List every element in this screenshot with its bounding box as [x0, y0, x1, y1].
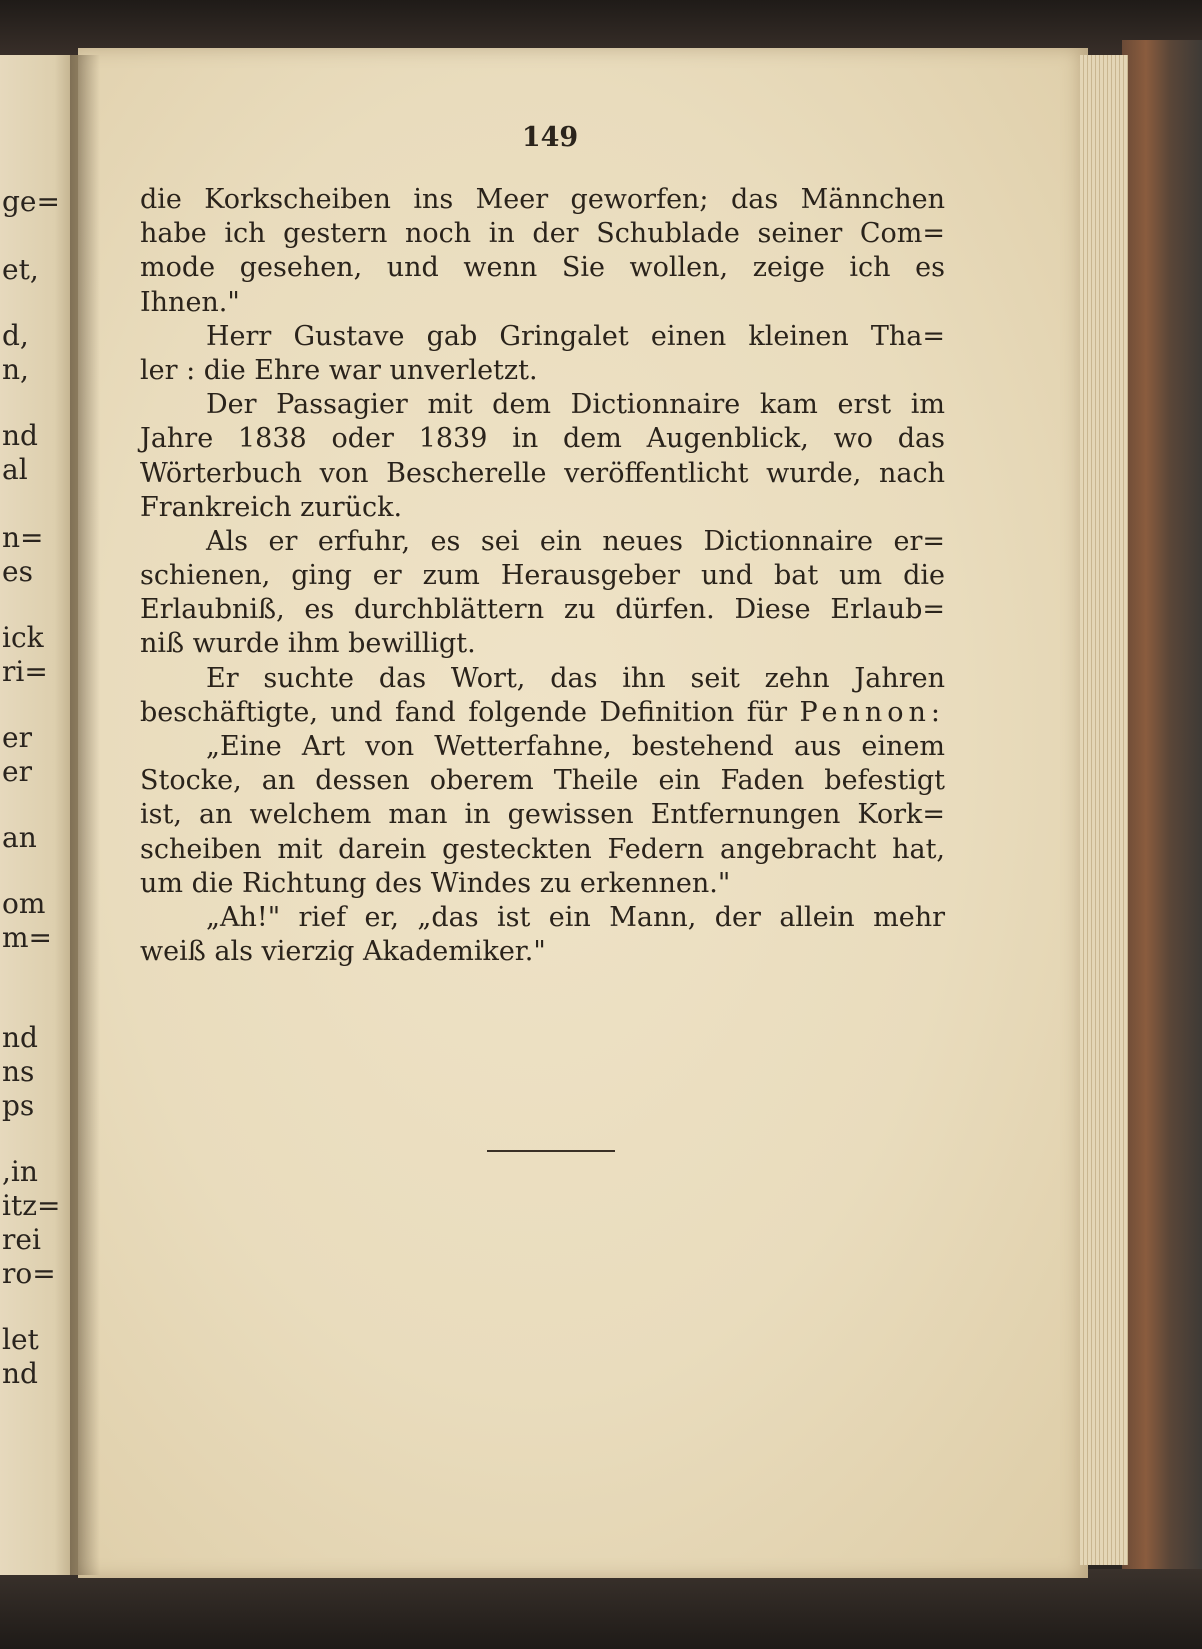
left-page-fragment: an — [2, 821, 37, 854]
left-page-fragment: itz= — [2, 1189, 61, 1222]
left-page-fragment: n, — [2, 353, 29, 386]
left-page-fragment: nd — [2, 1357, 38, 1390]
left-page-fragment: er — [2, 721, 32, 754]
text-line: ler : die Ehre war unverletzt. — [140, 354, 538, 386]
text-line: Erlaubniß, es durchblättern zu dürfen. Diese Erlaub= — [140, 594, 945, 626]
text-line: ist, an welchem man in gewissen Entfernungen Kork= — [140, 799, 945, 831]
left-page-fragment: nd — [2, 1021, 38, 1054]
text-line: mode gesehen, und wenn Sie wollen, zeige ich es — [140, 252, 945, 284]
left-page-fragment: let — [2, 1323, 39, 1356]
text-line: Stocke, an dessen oberem Theile ein Faden befestigt — [140, 765, 945, 797]
text-line: Ihnen." — [140, 286, 240, 318]
emphasized-word: Pennon: — [799, 696, 945, 728]
text-line: Als er erfuhr, es sei ein neues Dictionnaire er= — [206, 525, 945, 557]
text-line: um die Richtung des Windes zu erkennen." — [140, 867, 731, 899]
text-line — [140, 696, 945, 730]
page-number: 149 — [521, 122, 579, 153]
text-line: Jahre 1838 oder 1839 in dem Augenblick, wo das — [140, 423, 945, 455]
text-line: habe ich gestern noch in der Schublade seiner Com= — [140, 218, 945, 250]
left-page-fragment: ns — [2, 1055, 35, 1088]
left-page-fragment: nd — [2, 419, 38, 452]
text-line: Herr Gustave gab Gringalet einen kleinen Tha= — [206, 320, 945, 352]
left-page-fragment: ri= — [2, 655, 48, 688]
text-segment: beschäftigte, und fand folgende Definition für — [140, 696, 788, 728]
previous-page-edge — [0, 55, 78, 1575]
left-page-fragment: ge= — [2, 185, 60, 218]
text-line: „Ah!" rief er, „das ist ein Mann, der allein mehr — [206, 901, 945, 933]
left-page-fragment: er — [2, 755, 32, 788]
left-page-fragment: ps — [2, 1089, 35, 1122]
left-page-fragment: rei — [2, 1223, 41, 1256]
text-line: Frankreich zurück. — [140, 491, 403, 523]
text-line: weiß als vierzig Akademiker." — [140, 936, 546, 968]
gutter-shadow — [70, 55, 100, 1575]
book-cover-right — [1122, 40, 1202, 1620]
left-page-fragment: d, — [2, 319, 29, 352]
left-page-fragment: ,in — [2, 1155, 38, 1188]
left-page-fragment: et, — [2, 253, 39, 286]
text-line: niß wurde ihm bewilligt. — [140, 628, 476, 660]
text-line: „Eine Art von Wetterfahne, bestehend aus einem — [206, 731, 945, 762]
left-page-fragment: n= — [2, 521, 44, 554]
text-line: scheiben mit darein gesteckten Federn angebracht hat, — [140, 833, 945, 865]
text-line: schienen, ging er zum Herausgeber und bat um die — [140, 560, 945, 592]
left-page-fragment: al — [2, 453, 28, 486]
text-line: Wörterbuch von Bescherelle veröffentlicht wurde, nach — [140, 457, 945, 489]
section-divider — [487, 1150, 615, 1152]
left-page-fragment: om — [2, 887, 46, 920]
left-page-fragment: ick — [2, 621, 44, 654]
left-page-fragment: ro= — [2, 1257, 56, 1290]
text-line: Der Passagier mit dem Dictionnaire kam erst im — [206, 389, 945, 421]
book-cover-bottom — [0, 1569, 1202, 1649]
left-page-fragment: m= — [2, 921, 53, 954]
body-text — [140, 183, 945, 969]
text-line: Er suchte das Wort, das ihn seit zehn Jahren — [206, 662, 945, 694]
page-edge-stack — [1080, 55, 1128, 1565]
left-page-fragment: es — [2, 555, 33, 588]
text-line: die Korkscheiben ins Meer geworfen; das Männchen — [140, 184, 945, 215]
